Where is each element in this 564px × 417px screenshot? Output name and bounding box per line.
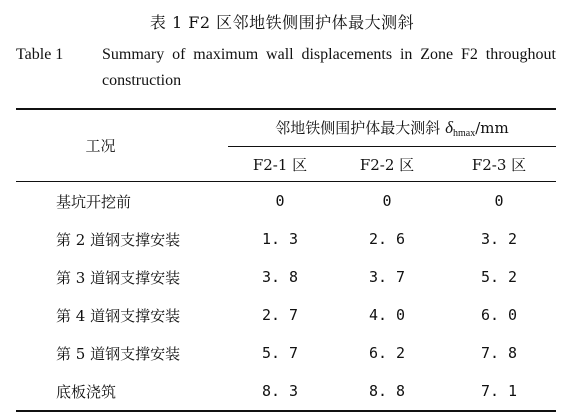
data-table: [16, 108, 556, 412]
table-caption-en: [16, 42, 556, 94]
row-condition: 基坑开挖前: [56, 192, 132, 211]
row-condition: 第 2 道钢支撑安装: [56, 230, 181, 249]
cell-value: 5. 7: [261, 344, 299, 362]
cell-value: 7. 1: [442, 372, 556, 411]
cell-value: 3. 7: [368, 268, 406, 286]
row-condition: 第 4 道钢支撑安装: [56, 306, 181, 325]
table-row: [16, 334, 556, 372]
table-row: [16, 296, 556, 334]
header-group-symbol: δ: [445, 118, 453, 137]
cell-value: 7. 8: [480, 344, 518, 362]
header-group-unit: /mm: [475, 119, 509, 137]
cell-value: 2. 7: [261, 306, 299, 324]
cell-value: 8. 3: [228, 372, 332, 411]
header-condition: 工况: [16, 109, 228, 182]
row-condition: 底板浇筑: [16, 372, 228, 411]
cell-value: 5. 2: [480, 268, 518, 286]
cell-value: 4. 0: [368, 306, 406, 324]
header-zone-3: F2-3 区: [442, 147, 556, 182]
header-zone-1: F2-1 区: [228, 147, 332, 182]
header-group: [228, 109, 556, 147]
row-condition: 第 3 道钢支撑安装: [56, 268, 181, 287]
cell-value: 6. 2: [368, 344, 406, 362]
header-zone-2: F2-2 区: [332, 147, 442, 182]
table-caption-en-text: Summary of maximum wall displacements in Zone F2 throughout construction: [102, 46, 556, 89]
cell-value: 1. 3: [261, 230, 299, 248]
header-group-prefix: 邻地铁侧围护体最大测斜: [275, 119, 446, 137]
cell-value: 3. 2: [480, 230, 518, 248]
header-group-sub: hmax: [452, 128, 476, 139]
cell-value: 2. 6: [368, 230, 406, 248]
row-condition: 第 5 道钢支撑安装: [56, 344, 181, 363]
table-row: [16, 372, 556, 411]
cell-value: 0: [494, 192, 504, 210]
table-row: [16, 220, 556, 258]
table-caption-en-label: Table 1: [16, 46, 64, 63]
table-caption-cn: 表 1 F2 区邻地铁侧围护体最大测斜: [149, 13, 415, 32]
cell-value: 0: [382, 192, 392, 210]
cell-value: 6. 0: [480, 306, 518, 324]
cell-value: 0: [275, 192, 285, 210]
cell-value: 3. 8: [261, 268, 299, 286]
cell-value: 8. 8: [332, 372, 442, 411]
table-row: [16, 258, 556, 296]
table-row: [16, 182, 556, 221]
